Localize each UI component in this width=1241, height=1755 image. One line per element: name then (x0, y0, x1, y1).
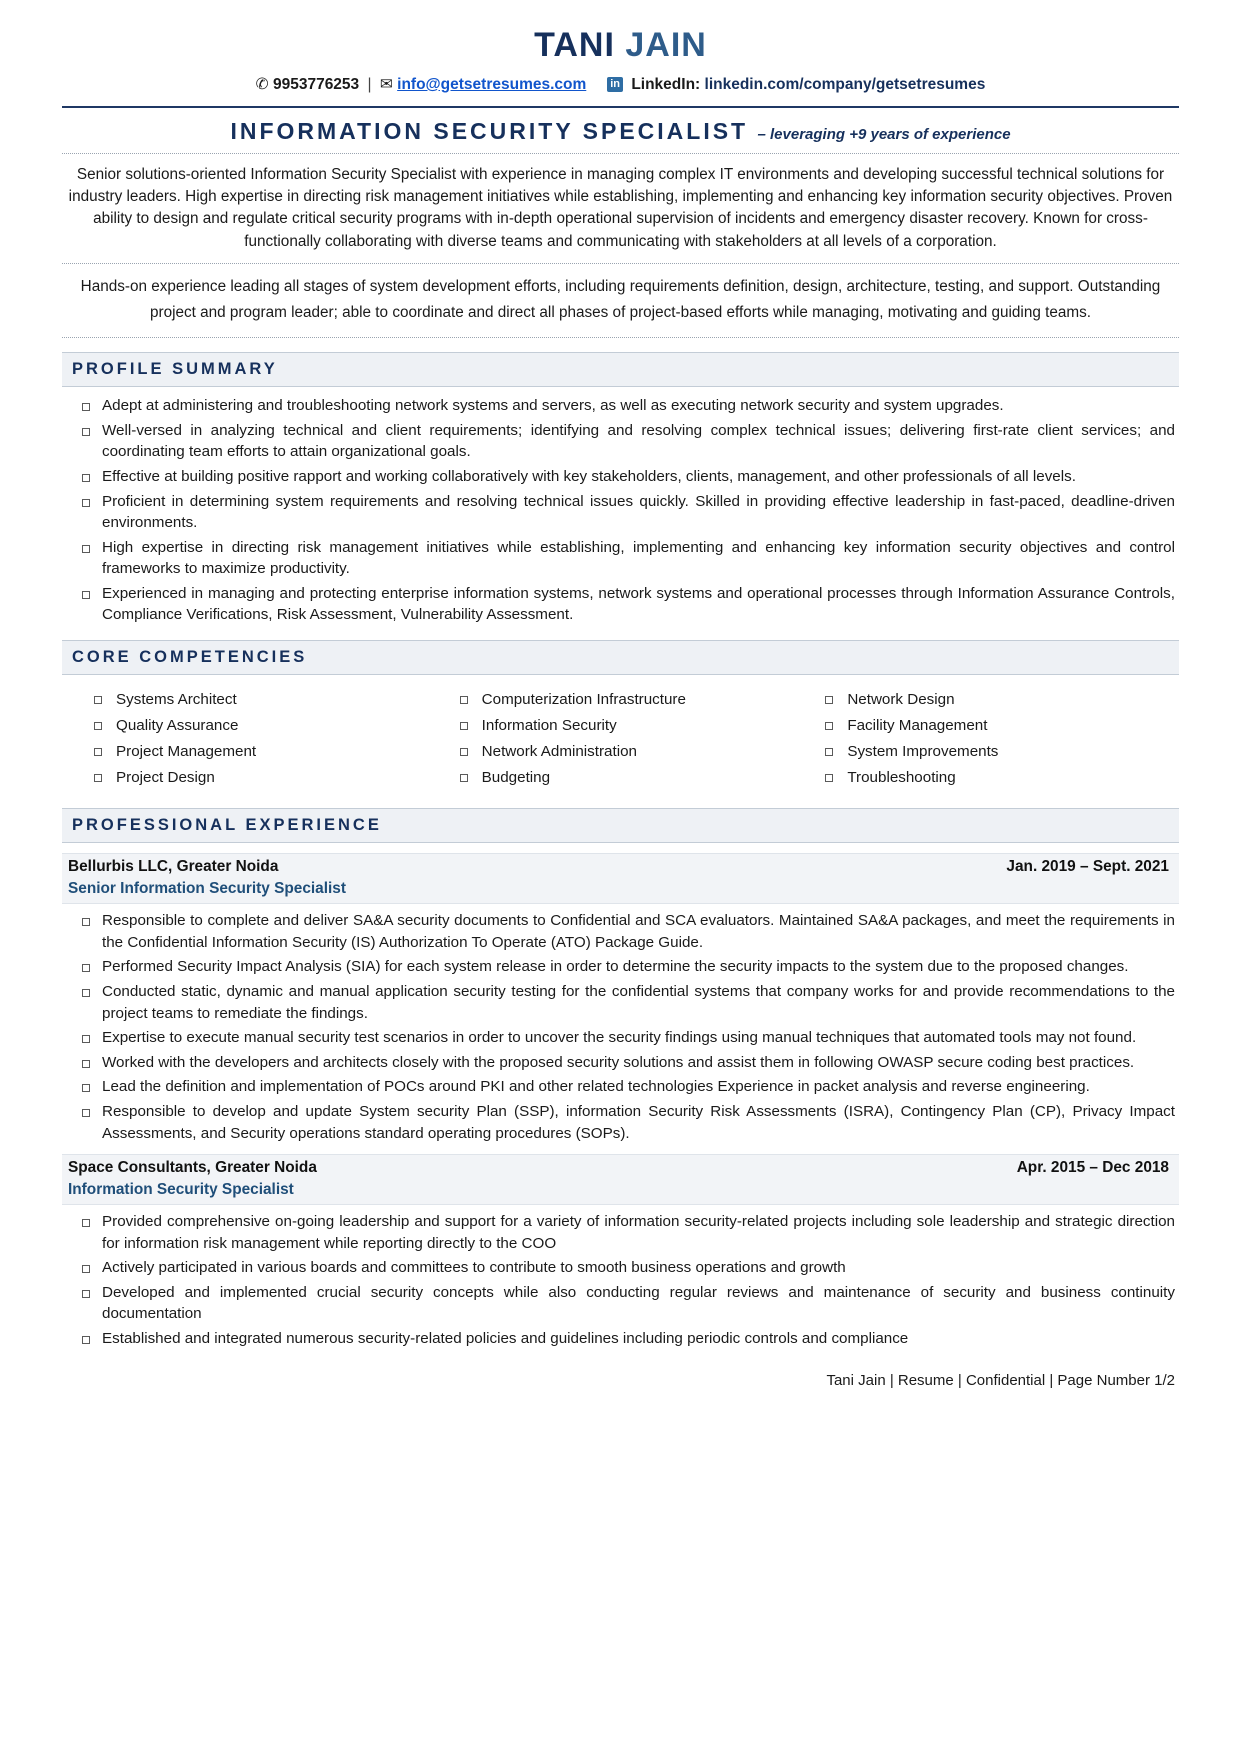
target-role-title (62, 118, 1179, 145)
list-item: Provided comprehensive on-going leadership and support for a variety of information security-related projects including sole leadership and strategic direction for information risk management while reporting directly to the COO (78, 1211, 1175, 1254)
header-divider (62, 106, 1179, 108)
list-item: Well-versed in analyzing technical and client requirements; identifying and resolving complex technical issues; delivering first-rate client services; and coordinating team efforts to attain organizational goals. (78, 420, 1175, 463)
phone-number: 9953776253 (272, 76, 360, 93)
summary-paragraph-2: Hands-on experience leading all stages of system development efforts, including requirements definition, design, architecture, testing, and support. Outstanding project and program leader; able to coordinate and direct all phases of project-based efforts while managing, motivating and guiding teams. (80, 277, 1161, 322)
experience-bullets (62, 1211, 1179, 1349)
employment-dates: Apr. 2015 – Dec 2018 (1016, 1159, 1169, 1177)
contact-separator-2 (595, 76, 599, 93)
list-item: Network Administration (444, 739, 810, 764)
list-item: Project Management (78, 739, 444, 764)
job-title: Information Security Specialist (62, 1180, 1179, 1205)
experience-header (62, 853, 1179, 879)
list-item: Conducted static, dynamic and manual application security testing for the confidential systems that company works for and provide recommendations to the project teams to remediate the findings. (78, 981, 1175, 1024)
list-item: High expertise in directing risk management initiatives while establishing, implementing and enhancing key information security objectives and control frameworks to maximize productivity. (78, 537, 1175, 580)
list-item: Project Design (78, 765, 444, 790)
role-tagline: – leveraging +9 years of experience (757, 126, 1011, 143)
first-name: TANI (534, 26, 615, 64)
list-item: Performed Security Impact Analysis (SIA) for each system release in order to determine the security impacts to the system due to the proposed changes. (78, 956, 1175, 978)
summary-divider-mid (62, 263, 1179, 264)
list-item: Actively participated in various boards and committees to contribute to smooth business operations and growth (78, 1257, 1175, 1279)
last-name: JAIN (625, 26, 707, 64)
page-title (62, 26, 1179, 65)
list-item: Systems Architect (78, 687, 444, 712)
contact-separator-1: | (367, 76, 372, 93)
email-link[interactable]: info@getsetresumes.com (397, 76, 587, 93)
linkedin-url[interactable]: linkedin.com/company/getsetresumes (704, 76, 986, 93)
list-item: System Improvements (809, 739, 1175, 764)
experience-bullets (62, 910, 1179, 1144)
list-item: Responsible to develop and update System security Plan (SSP), information Security Risk Assessments (ISRA), Contingency Plan (CP), Privacy Impact Assessments, and Security operations standard operating procedures (SOPs). (78, 1101, 1175, 1144)
contact-line (62, 75, 1179, 94)
summary-paragraph-1: Senior solutions-oriented Information Security Specialist with experience in managing complex IT environments and developing successful technical solutions for industry leaders. High expertise in directing risk management initiatives while establishing, implementing and enhancing key information security objectives. Proven ability to design and regulate critical security programs with in-depth operational supervision of incidents and emergency disaster recovery. Known for cross-functionally collaborating with diverse teams and communicating with stakeholders at all levels of a corporation. (68, 166, 1173, 250)
role-title-text: INFORMATION SECURITY SPECIALIST (230, 118, 749, 144)
summary-divider-bottom (62, 337, 1179, 338)
job-title: Senior Information Security Specialist (62, 879, 1179, 904)
list-item: Experienced in managing and protecting enterprise information systems, network systems and operational processes through Information Assurance Controls, Compliance Verifications, Risk Assessment, Vulnerability Assessment. (78, 583, 1175, 626)
employment-dates: Jan. 2019 – Sept. 2021 (1006, 858, 1169, 876)
list-item: Effective at building positive rapport and working collaboratively with key stakeholders, clients, management, and other professionals of all levels. (78, 466, 1175, 488)
list-item: Computerization Infrastructure (444, 687, 810, 712)
list-item: Proficient in determining system requirements and resolving technical issues quickly. Skilled in providing effective leadership in fast-paced, deadline-driven environments. (78, 491, 1175, 534)
list-item: Responsible to complete and deliver SA&A security documents to Confidential and SCA evaluators. Maintained SA&A packages, and meet the requirements in the Confidential Information Security (IS) Authorization To Operate (ATO) Package Guide. (78, 910, 1175, 953)
envelope-icon: ✉ (379, 76, 393, 93)
list-item: Quality Assurance (78, 713, 444, 738)
list-item: Developed and implemented crucial security concepts while also conducting regular reviews and maintenance of security and business continuity documentation (78, 1282, 1175, 1325)
linkedin-icon: in (607, 77, 623, 92)
section-header-profile-summary: PROFILE SUMMARY (62, 352, 1179, 387)
page-footer: Tani Jain | Resume | Confidential | Page Number 1/2 (826, 1371, 1175, 1389)
core-competencies-grid (62, 683, 1179, 794)
experience-entry-1 (62, 853, 1179, 1144)
phone-icon: ✆ (255, 76, 269, 93)
list-item: Expertise to execute manual security test scenarios in order to uncover the security findings using manual techniques that automated tools may not found. (78, 1027, 1175, 1049)
company-name: Bellurbis LLC, Greater Noida (68, 858, 279, 876)
section-header-core-competencies: CORE COMPETENCIES (62, 640, 1179, 675)
list-item: Information Security (444, 713, 810, 738)
list-item: Network Design (809, 687, 1175, 712)
list-item: Adept at administering and troubleshooting network systems and servers, as well as executing network security and system upgrades. (78, 395, 1175, 417)
list-item: Established and integrated numerous security-related policies and guidelines including periodic controls and compliance (78, 1328, 1175, 1350)
profile-summary-list (62, 395, 1179, 626)
section-header-professional-experience: PROFESSIONAL EXPERIENCE (62, 808, 1179, 843)
list-item: Lead the definition and implementation of POCs around PKI and other related technologies Experience in packet analysis and reverse engineering. (78, 1076, 1175, 1098)
experience-header (62, 1154, 1179, 1180)
list-item: Worked with the developers and architects closely with the proposed security solutions and assist them in following OWASP secure coding best practices. (78, 1052, 1175, 1074)
experience-entry-2 (62, 1154, 1179, 1349)
summary-divider-top (62, 153, 1179, 154)
list-item: Troubleshooting (809, 765, 1175, 790)
list-item: Facility Management (809, 713, 1175, 738)
company-name: Space Consultants, Greater Noida (68, 1159, 317, 1177)
linkedin-label: LinkedIn: (631, 76, 701, 93)
list-item: Budgeting (444, 765, 810, 790)
